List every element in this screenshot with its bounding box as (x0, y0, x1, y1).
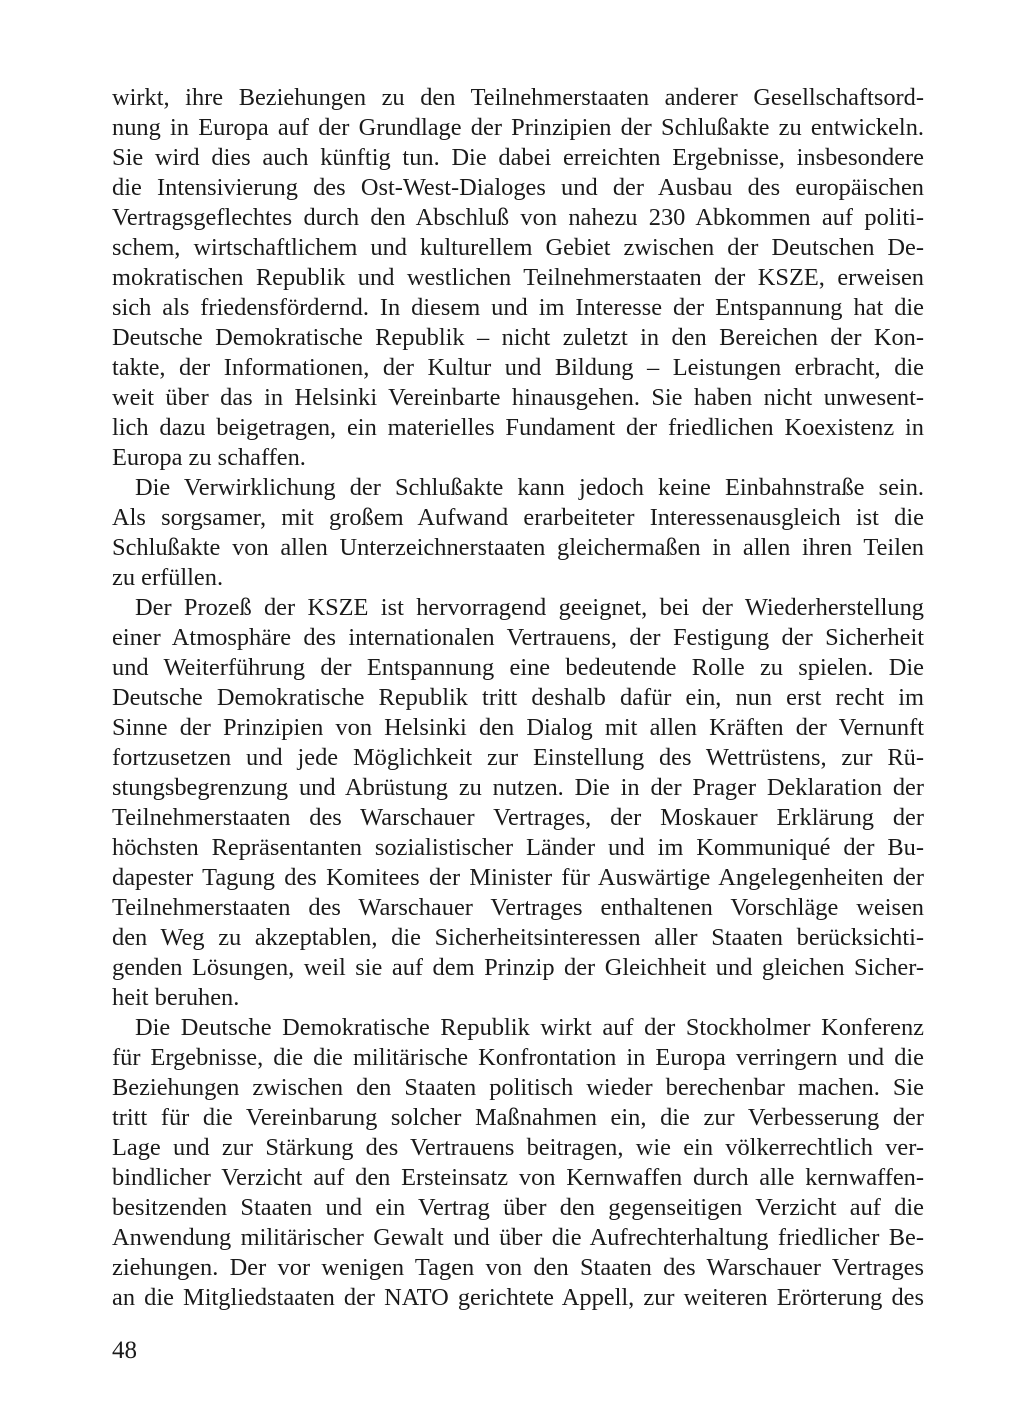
text-line: die Intensivierung des Ost-West-Dialoges und der Ausbau des europäischen (112, 174, 924, 201)
text-line: höchsten Repräsentanten sozialistischer Länder und im Kommuniqué der Bu- (112, 834, 924, 861)
text-line: Die Verwirklichung der Schlußakte kann jedoch keine Einbahnstraße sein. (135, 474, 924, 501)
text-line: heit beruhen. (112, 984, 240, 1011)
text-line: Europa zu schaffen. (112, 444, 306, 471)
text-line: den Weg zu akzeptablen, die Sicherheitsinteressen aller Staaten berücksichti- (112, 924, 924, 951)
text-line: Die Deutsche Demokratische Republik wirkt auf der Stockholmer Konferenz (135, 1014, 924, 1041)
text-line: Teilnehmerstaaten des Warschauer Vertrages, der Moskauer Erklärung der (112, 804, 924, 831)
text-line: bindlicher Verzicht auf den Ersteinsatz von Kernwaffen durch alle kernwaffen- (112, 1164, 924, 1191)
text-line: besitzenden Staaten und ein Vertrag über den gegenseitigen Verzicht auf die (112, 1194, 924, 1221)
text-line: wirkt, ihre Beziehungen zu den Teilnehmerstaaten anderer Gesellschaftsord- (112, 84, 924, 111)
text-line: fortzusetzen und jede Möglichkeit zur Einstellung des Wettrüstens, zur Rü- (112, 744, 924, 771)
text-line: Sie wird dies auch künftig tun. Die dabei erreichten Ergebnisse, insbesondere (112, 144, 924, 171)
text-line: Vertragsgeflechtes durch den Abschluß von nahezu 230 Abkommen auf politi- (112, 204, 924, 231)
text-line: einer Atmosphäre des internationalen Vertrauens, der Festigung der Sicherheit (112, 624, 924, 651)
text-line: an die Mitgliedstaaten der NATO gerichtete Appell, zur weiteren Erörterung des (112, 1284, 924, 1311)
paragraph-4 (112, 1013, 924, 1313)
text-line: lich dazu beigetragen, ein materielles Fundament der friedlichen Koexistenz in (112, 414, 924, 441)
text-line: Deutsche Demokratische Republik tritt deshalb dafür ein, nun erst recht im (112, 684, 924, 711)
text-line: sich als friedensfördernd. In diesem und im Interesse der Entspannung hat die (112, 294, 924, 321)
text-line: weit über das in Helsinki Vereinbarte hinausgehen. Sie haben nicht unwesent- (112, 384, 924, 411)
text-line: Lage und zur Stärkung des Vertrauens beitragen, wie ein völkerrechtlich ver- (112, 1134, 924, 1161)
text-line: und Weiterführung der Entspannung eine bedeutende Rolle zu spielen. Die (112, 654, 924, 681)
page-body (112, 83, 924, 1313)
text-line: Als sorgsamer, mit großem Aufwand erarbeiteter Interessenausgleich ist die (112, 504, 924, 531)
text-line: Schlußakte von allen Unterzeichnerstaaten gleichermaßen in allen ihren Teilen (112, 534, 924, 561)
text-line: takte, der Informationen, der Kultur und Bildung – Leistungen erbracht, die (112, 354, 924, 381)
text-line: Deutsche Demokratische Republik – nicht zuletzt in den Bereichen der Kon- (112, 324, 924, 351)
text-line: Beziehungen zwischen den Staaten politisch wieder berechenbar machen. Sie (112, 1074, 924, 1101)
text-line: Der Prozeß der KSZE ist hervorragend geeignet, bei der Wiederherstellung (135, 594, 924, 621)
text-line: schem, wirtschaftlichem und kulturellem Gebiet zwischen der Deutschen De- (112, 234, 924, 261)
paragraph-1 (112, 83, 924, 473)
text-line: mokratischen Republik und westlichen Teilnehmerstaaten der KSZE, erweisen (112, 264, 924, 291)
text-line: zu erfüllen. (112, 564, 224, 591)
text-line: genden Lösungen, weil sie auf dem Prinzip der Gleichheit und gleichen Sicher- (112, 954, 924, 981)
text-line: dapester Tagung des Komitees der Minister für Auswärtige Angelegenheiten der (112, 864, 924, 891)
paragraph-3 (112, 593, 924, 1013)
paragraph-2 (112, 473, 924, 593)
text-line: Teilnehmerstaaten des Warschauer Vertrages enthaltenen Vorschläge weisen (112, 894, 924, 921)
text-line: Sinne der Prinzipien von Helsinki den Dialog mit allen Kräften der Vernunft (112, 714, 924, 741)
text-line: ziehungen. Der vor wenigen Tagen von den Staaten des Warschauer Vertrages (112, 1254, 924, 1281)
page-number: 48 (112, 1337, 137, 1364)
text-line: für Ergebnisse, die die militärische Konfrontation in Europa verringern und die (112, 1044, 924, 1071)
text-line: Anwendung militärischer Gewalt und über die Aufrechterhaltung friedlicher Be- (112, 1224, 924, 1251)
text-line: stungsbegrenzung und Abrüstung zu nutzen. Die in der Prager Deklaration der (112, 774, 924, 801)
text-line: nung in Europa auf der Grundlage der Prinzipien der Schlußakte zu entwickeln. (112, 114, 924, 141)
text-line: tritt für die Vereinbarung solcher Maßnahmen ein, die zur Verbesserung der (112, 1104, 924, 1131)
